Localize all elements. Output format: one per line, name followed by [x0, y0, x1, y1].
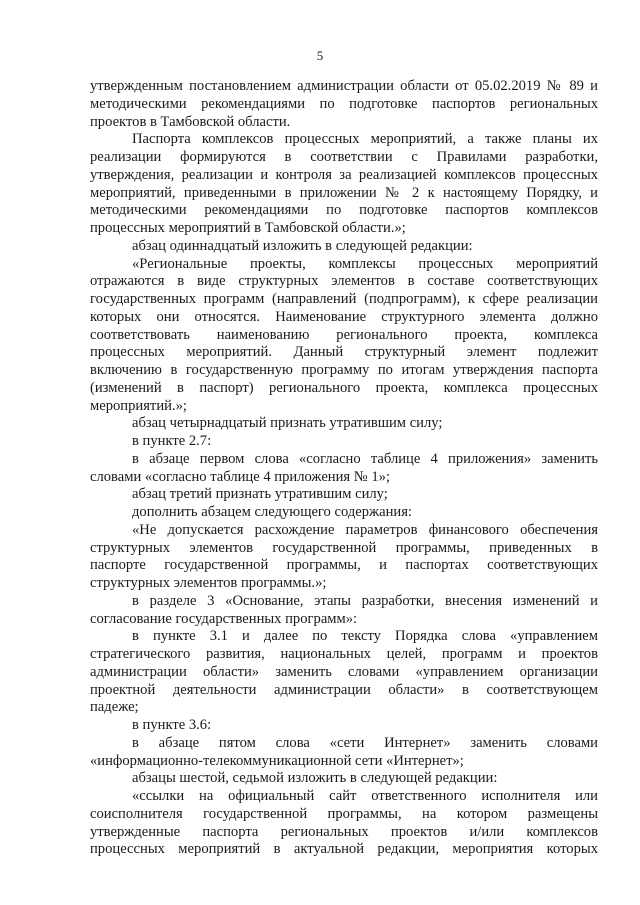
text-line: государственных программ (направлений (подпрограмм), к сфере реализации	[90, 291, 598, 307]
text-line: в пункте 2.7:	[132, 433, 212, 449]
text-line: в пункте 3.6:	[132, 717, 212, 733]
text-line: абзац одиннадцатый изложить в следующей редакции:	[132, 237, 473, 254]
text-line: проектов в Тамбовской области.	[90, 113, 291, 130]
text-line: соответствовать наименованию регионального проекта, комплекса	[90, 326, 598, 343]
text-line: абзацы шестой, седьмой изложить в следующей редакции:	[132, 770, 498, 787]
page-number: 5	[316, 48, 324, 63]
text-line: проектной деятельности администрации области» в соответствующем	[90, 681, 598, 698]
text-line: паспорте государственной программы, и паспортах соответствующих	[90, 557, 598, 574]
text-line: процессных мероприятий. Данный структурный элемент подлежит	[90, 344, 598, 361]
text-line: абзац четырнадцатый признать утратившим силу;	[132, 415, 443, 432]
text-line: согласование государственных программ»:	[90, 610, 358, 627]
text-line: (изменений в паспорт) регионального проекта, комплекса процессных	[90, 379, 598, 396]
text-line: утверждения, реализации и контроля за реализацией комплексов процессных	[90, 166, 598, 183]
text-line: «Региональные проекты, комплексы процессных мероприятий	[132, 255, 598, 272]
text-line: соисполнителя государственной программы, на котором размещены	[90, 805, 598, 822]
text-line: стратегического развития, национальных целей, программ и проектов	[90, 646, 598, 662]
text-line: дополнить абзацем следующего содержания:	[132, 504, 412, 520]
text-line: структурных элементов государственной программы, приведенных в	[90, 539, 598, 556]
text-line: «ссылки на официальный сайт ответственного исполнителя или	[132, 788, 598, 804]
text-line: «информационно-телекоммуникационной сети «Интернет»;	[90, 752, 464, 769]
text-line: отражаются в виде структурных элементов в составе соответствующих	[90, 273, 598, 290]
text-line: абзац третий признать утратившим силу;	[132, 486, 388, 503]
text-line: методическими рекомендациями по подготовке паспортов региональных	[90, 95, 598, 112]
text-line: методическими рекомендациями по подготовке паспортов комплексов	[90, 202, 598, 219]
document-body	[90, 78, 598, 859]
text-line: мероприятий.»;	[90, 397, 187, 414]
text-line: словами «согласно таблице 4 приложения № 1»;	[90, 468, 391, 485]
text-line: в абзаце пятом слова «сети Интернет» заменить словами	[132, 734, 598, 751]
text-line: мероприятий, приведенными в приложении № 2 к настоящему Порядку, и	[90, 184, 598, 201]
text-line: в разделе 3 «Основание, этапы разработки, внесения изменений и	[132, 592, 598, 609]
text-line: администрации области» заменить словами «управлением организации	[90, 663, 598, 680]
text-line: «Не допускается расхождение параметров финансового обеспечения	[132, 521, 598, 538]
text-line: включению в государственную программу по итогам утверждения паспорта	[90, 362, 598, 378]
text-line: процессных мероприятий в актуальной редакции, мероприятия которых	[90, 841, 598, 858]
text-line: процессных мероприятий в Тамбовской области.»;	[90, 220, 406, 236]
text-line: утвержденные паспорта региональных проектов и/или комплексов	[90, 823, 598, 840]
text-line: утвержденным постановлением администрации области от 05.02.2019 № 89 и	[90, 78, 598, 94]
text-line: в абзаце первом слова «согласно таблице 4 приложения» заменить	[132, 450, 598, 467]
text-line: реализации формируются в соответствии с Правилами разработки,	[90, 149, 598, 165]
text-line: в пункте 3.1 и далее по тексту Порядка слова «управлением	[132, 628, 598, 645]
text-line: которых они относятся. Наименование структурного элемента должно	[90, 308, 598, 325]
text-line: Паспорта комплексов процессных мероприятий, а также планы их	[132, 131, 598, 148]
text-line: падеже;	[90, 699, 139, 716]
text-line: структурных элементов программы.»;	[90, 575, 327, 591]
